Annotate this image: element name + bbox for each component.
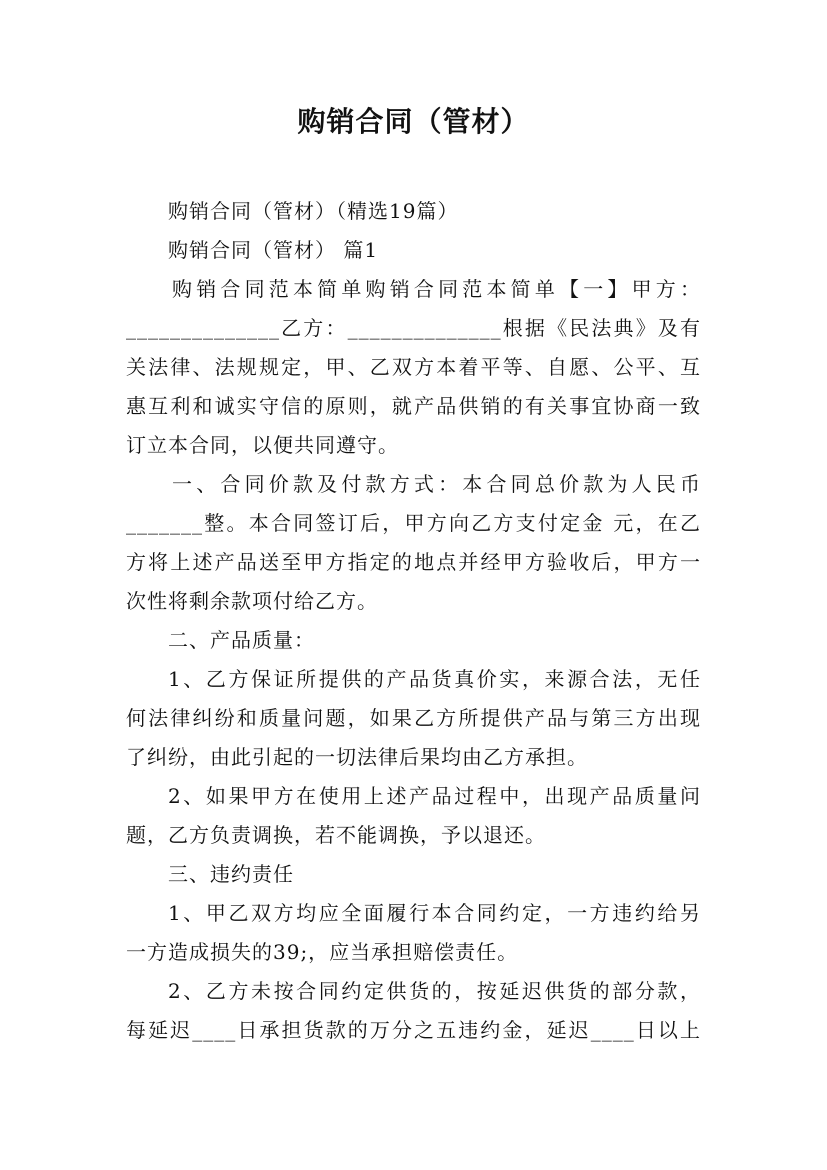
body-line: 订立本合同，以便共同遵守。	[126, 433, 399, 457]
body-line: ______________乙方：______________根据《民法典》及有	[126, 316, 701, 340]
body-line: _______整。本合同签订后，甲方向乙方支付定金 元，在乙	[126, 511, 701, 535]
body-line: 了纠纷，由此引起的一切法律后果均由乙方承担。	[126, 745, 588, 769]
document-title: 购销合同（管材）	[297, 105, 530, 138]
body-line: 2、乙方未按合同约定供货的，按延迟供货的部分款，	[168, 979, 701, 1003]
body-line: 何法律纠纷和质量问题，如果乙方所提供产品与第三方出现	[126, 706, 701, 730]
body-line: 1、乙方保证所提供的产品货真价实，来源合法，无任	[168, 667, 701, 691]
body-line: 购销合同范本简单购销合同范本简单【一】甲方：	[172, 277, 701, 301]
body-line: 关法律、法规规定，甲、乙双方本着平等、自愿、公平、互	[126, 355, 701, 379]
body-line: 方将上述产品送至甲方指定的地点并经甲方验收后，甲方一	[126, 550, 701, 574]
section-heading: 二、产品质量：	[168, 628, 315, 652]
section-heading: 购销合同（管材） 篇1	[168, 238, 379, 262]
body-line: 一方造成损失的39;，应当承担赔偿责任。	[126, 940, 519, 964]
body-line: 次性将剩余款项付给乙方。	[126, 589, 378, 613]
subtitle-line: 购销合同（管材）（精选19篇）	[168, 199, 459, 223]
body-line: 一、合同价款及付款方式：本合同总价款为人民币	[172, 472, 701, 496]
section-heading: 三、违约责任	[168, 862, 294, 886]
body-line: 2、如果甲方在使用上述产品过程中，出现产品质量问	[168, 784, 701, 808]
body-line: 1、甲乙双方均应全面履行本合同约定，一方违约给另	[168, 901, 701, 925]
body-line: 题，乙方负责调换，若不能调换，予以退还。	[126, 823, 546, 847]
body-line: 惠互利和诚实守信的原则，就产品供销的有关事宜协商一致	[126, 394, 701, 418]
body-line: 每延迟____日承担货款的万分之五违约金，延迟____日以上	[126, 1018, 701, 1042]
